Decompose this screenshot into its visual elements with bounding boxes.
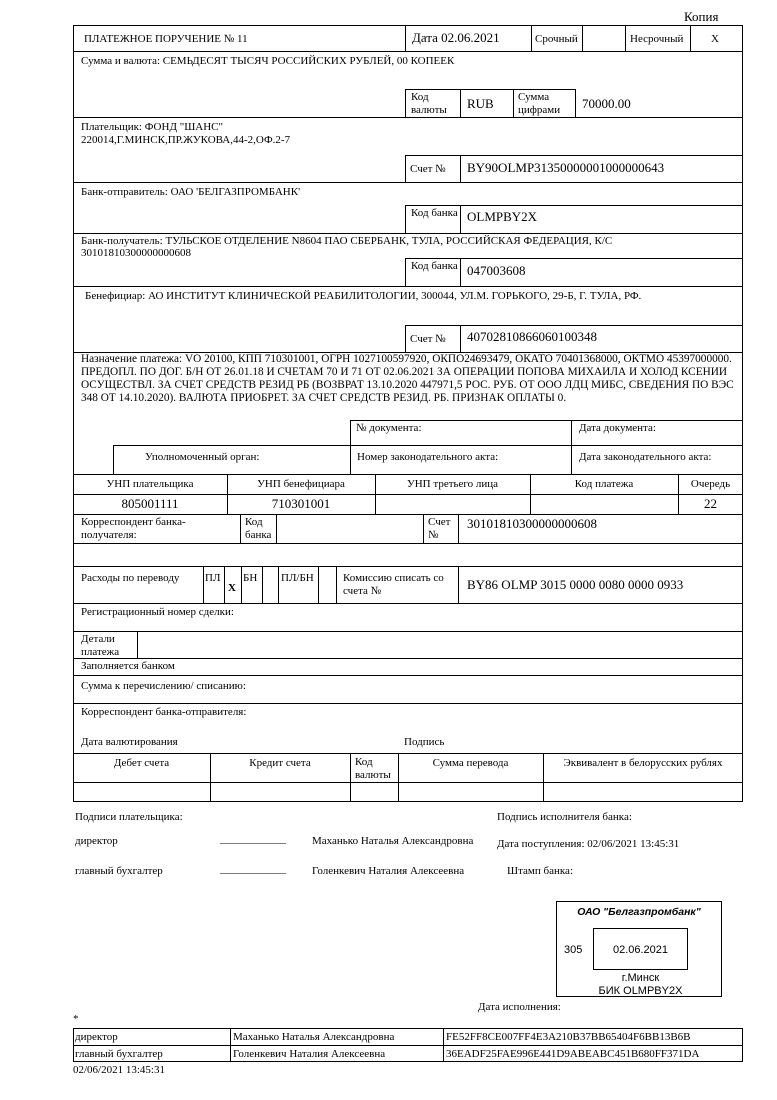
sig-row-role: директор [75,1031,118,1043]
director-role: директор [75,835,118,847]
bank-executor-title: Подпись исполнителя банка: [497,811,632,823]
currency-code-label: Код валюты [411,91,447,116]
credit-header: Кредит счета [249,757,311,769]
bank-stamp-label: Штамп банка: [507,865,573,877]
payer-account: BY90OLMP31350000001000000643 [467,160,665,175]
receiver-bank-line1: Банк-получатель: ТУЛЬСКОЕ ОТДЕЛЕНИЕ N8604 ПАО СБЕРБАНК, ТУЛА, РОССИЙСКАЯ ФЕДЕРАЦИЯ, К/С [81,235,613,247]
sender-bank-code: OLMPBY2X [467,209,538,224]
unp-payer: 805001111 [121,496,179,511]
correspondent-label: Корреспондент банка-получателя: [81,516,186,541]
unp-payer-label: УНП плательщика [106,478,194,490]
payer-signatures-title: Подписи плательщика: [75,811,183,823]
debit-header: Дебет счета [113,757,170,769]
footer-timestamp: 02/06/2021 13:45:31 [73,1064,165,1076]
sender-bank: Банк-отправитель: ОАО 'БЕЛГАЗПРОМБАНК' [81,186,301,198]
receiver-bank-line2: 30101810300000000608 [81,247,191,259]
sig-row-hash: 36EADF25FAE996E441D9ABEABC451B680FF371DA [446,1048,700,1060]
payment-details-label: Детали платежа [81,633,120,658]
unp-beneficiary: 710301001 [271,496,331,511]
transfer-sum-label: Сумма к перечислению/ списанию: [81,680,246,692]
payment-code-label: Код платежа [574,478,634,490]
payment-purpose: Назначение платежа: VO 20100, КПП 710301001, ОГРН 1027100597920, ОКПО24693479, ОКАТО 70401368000, ОКТМО 45397000000. ПРЕДОПЛ. ПО ДОГ. Б/Н ОТ 26.01.18 И СЧЕТАМ 70 И 71 ОТ 02.06.2021 ЗА ОПЕРАЦИИ ПОПОВА МИХАИЛА И ХОЛОД КСЕНИИ ОСУЩЕСТВЛ. ЗА СЧЕТ СРЕДСТВ РЕЗИД РБ (ВОЗВРАТ 13.10.2020 447971,5 РОС. РУБ. ОТ ООО ЛДЦ МИБС, СВЕДЕНИЯ ПО ВЭС 348 ОТ 14.10.2020). ВАЛЮТА ПРИОБРЕТ. ЗА СЧЕТ СРЕДСТВ РЕЗИД. РБ. ПРИЗНАК ОПЛАТЫ 0. [81,353,734,404]
urgent-label: Срочный [535,33,578,45]
correspondent-code-label: Код банка [245,516,272,541]
execution-date-label: Дата исполнения: [478,1001,561,1013]
queue-label: Очередь [690,478,731,490]
sig-row-name: Голенкевич Наталия Алексеевна [233,1048,386,1060]
doc-number-label: № документа: [356,422,422,434]
sig-row-role: главный бухгалтер [75,1048,163,1060]
asterisk: * [73,1013,79,1025]
registration-number-label: Регистрационный номер сделки: [81,606,234,618]
currency-code: RUB [467,96,494,111]
receiver-bank-code: 047003608 [467,263,526,278]
stamp-date: 02.06.2021 [612,944,669,956]
stamp-number: 305 [564,944,583,956]
expenses-plbn-label: ПЛ/БН [281,572,314,584]
copy-label: Копия [684,9,719,24]
stamp-bank-name: ОАО "Белгазпромбанк" [577,906,701,918]
payer-name: Плательщик: ФОНД "ШАНС" [81,121,224,133]
sum-in-digits: 70000.00 [582,96,631,111]
queue-value: 22 [704,496,717,511]
nonurgent-label: Несрочный [630,33,684,45]
bank-filled-label: Заполняется банком [81,660,175,672]
expenses-bn-label: БН [243,572,258,584]
act-date-label: Дата законодательного акта: [579,451,712,463]
sender-bank-code-label: Код банка [411,207,458,219]
received-date: Дата поступления: 02/06/2021 13:45:31 [497,838,680,850]
beneficiary-account-label: Счет № [410,333,446,345]
sig-row-hash: FE52FF8CE007FF4E3A210B37BB65404F6BB13B6B [446,1031,691,1043]
correspondent-account-label: Счет № [428,516,451,541]
doc-date-label: Дата документа: [579,422,656,434]
director-signature-line: ____________ [220,833,286,845]
stamp-bik: БИК OLMPBY2X [598,985,683,997]
beneficiary-account: 40702810866060100348 [467,329,597,344]
unp-third-party-label: УНП третьего лица [406,478,499,490]
payer-account-label: Счет № [410,163,446,175]
unp-beneficiary-label: УНП бенефициара [257,478,345,490]
currency-header: Код валюты [355,756,391,781]
receiver-bank-code-label: Код банка [411,260,458,272]
accountant-name: Голенкевич Наталия Алексеевна [312,865,465,877]
correspondent-account: 30101810300000000608 [467,516,597,531]
expenses-pl-mark: X [228,582,236,594]
sum-in-digits-label: Сумма цифрами [518,91,561,116]
expenses-pl-label: ПЛ [205,572,221,584]
act-number-label: Номер законодательного акта: [357,451,499,463]
beneficiary: Бенефициар: АО ИНСТИТУТ КЛИНИЧЕСКОЙ РЕАБИЛИТОЛОГИИ, 300044, УЛ.М. ГОРЬКОГО, 29-Б, Г. ТУЛА, РФ. [85,290,642,302]
commission-account: BY86 OLMP 3015 0000 0080 0000 0933 [467,577,684,592]
transfer-sum-header: Сумма перевода [432,757,509,769]
sig-row-name: Маханько Наталья Александровна [233,1031,395,1043]
expenses-label: Расходы по переводу [81,572,180,584]
amount-in-words: Сумма и валюта: СЕМЬДЕСЯТ ТЫСЯЧ РОССИЙСКИХ РУБЛЕЙ, 00 КОПЕЕК [81,55,455,67]
sender-correspondent-label: Корреспондент банка-отправителя: [81,706,247,718]
commission-label: Комиссию списать со счета № [343,572,444,597]
document-title: ПЛАТЕЖНОЕ ПОРУЧЕНИЕ № 11 [84,33,248,45]
accountant-signature-line: ____________ [220,863,286,875]
accountant-role: главный бухгалтер [75,865,163,877]
director-name: Маханько Наталья Александровна [312,835,474,847]
signature-label: Подпись [404,736,445,748]
document-date: Дата 02.06.2021 [412,30,500,45]
stamp-city: г.Минск [621,972,660,984]
authority-label: Уполномоченный орган: [145,451,260,463]
nonurgent-mark: X [711,33,719,45]
byn-equivalent-header: Эквивалент в белорусских рублях [563,757,723,769]
payer-address: 220014,Г.МИНСК,ПР.ЖУКОВА,44-2,ОФ.2-7 [81,134,291,146]
value-date-label: Дата валютирования [81,736,178,748]
